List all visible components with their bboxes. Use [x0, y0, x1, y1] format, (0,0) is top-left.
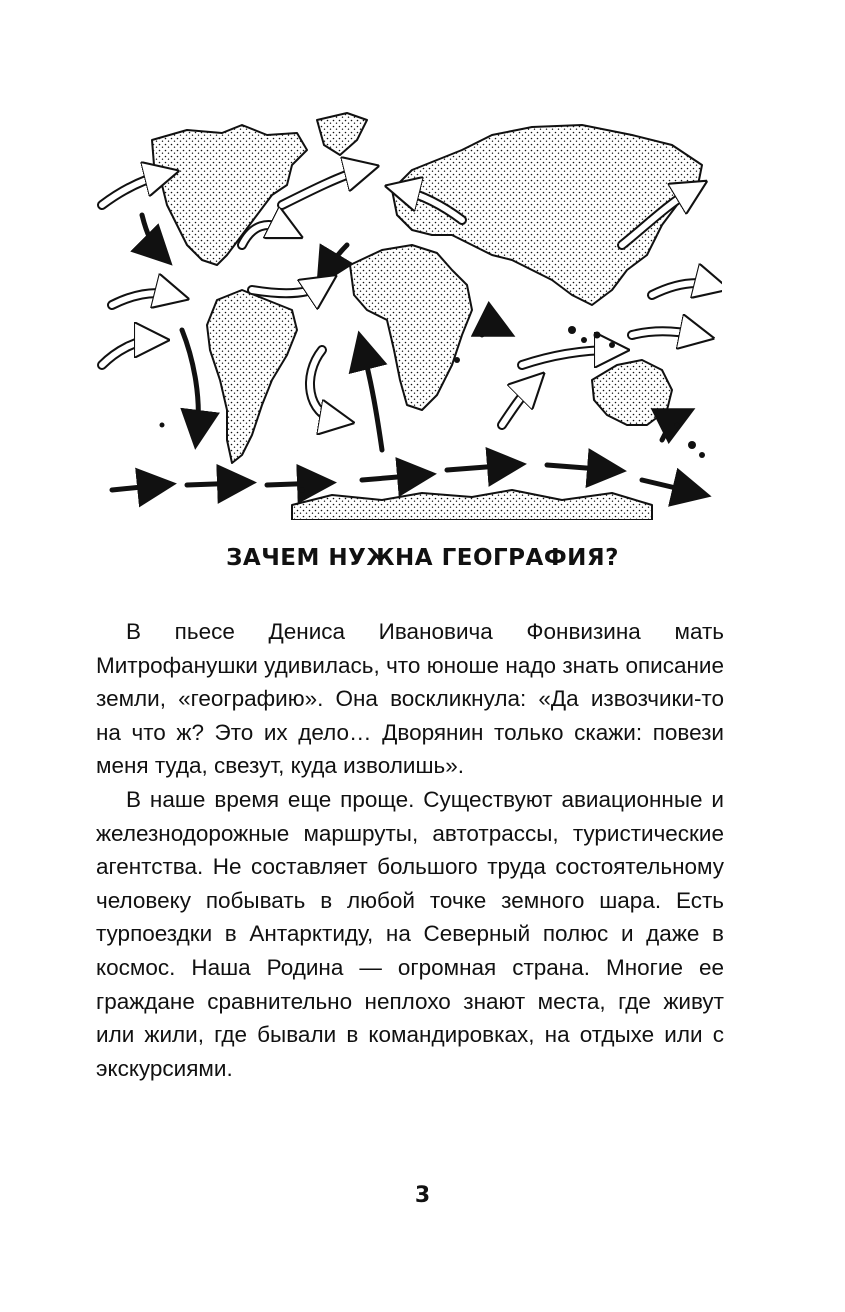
current-arrow [112, 485, 162, 490]
current-arrow [362, 345, 382, 450]
body-text [96, 615, 724, 1085]
world-ocean-currents-map [92, 95, 722, 520]
current-arrow [662, 415, 682, 440]
south-america [207, 290, 297, 463]
current-arrow [182, 330, 198, 435]
greenland [317, 113, 367, 155]
current-arrow [267, 483, 322, 485]
current-arrow [324, 245, 347, 275]
paragraph: В наше время еще проще. Существуют авиационные и железнодорожные маршруты, автотрассы, туристические агентства. Не составляет большого труда состоятельному человеку побывать в любой точке земного шара. Есть турпоездки в Антарктиду, на Северный полюс и даже в космос. Наша Родина — огромная страна. Многие ее граждане сравнительно неплохо знают места, где живут или жили, где бывали в командировках, на отдыхе или с экскурсиями. [96, 786, 724, 1081]
antarctica [292, 490, 652, 520]
current-arrow [482, 328, 502, 335]
chapter-title: ЗАЧЕМ НУЖНА ГЕОГРАФИЯ? [226, 545, 619, 571]
current-arrow [362, 475, 422, 480]
north-america [152, 125, 307, 265]
current-arrow [642, 480, 697, 493]
paragraph: В пьесе Дениса Ивановича Фонвизина мать Митрофанушки удивилась, что юноше надо знать описание земли, «географию». Она воскликнула: «Да извозчики-то на что ж? Это их дело… Дворянин только скажи: повези меня туда, свезут, куда изволишь». [96, 619, 724, 779]
current-arrow [142, 215, 162, 255]
current-arrow [547, 465, 612, 470]
current-arrow [187, 483, 242, 485]
africa [350, 245, 472, 410]
page-number: 3 [414, 1183, 431, 1208]
continents [152, 113, 702, 520]
current-arrow [447, 465, 512, 470]
australia [592, 360, 672, 425]
